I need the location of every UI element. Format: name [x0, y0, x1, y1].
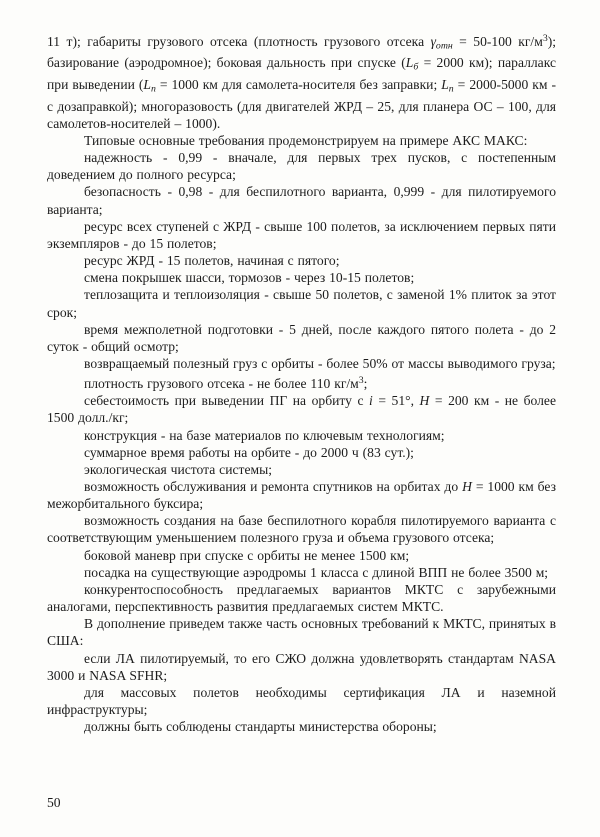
- text-segment: 3: [358, 375, 364, 387]
- text-segment: ресурс всех ступеней с ЖРД - свыше 100 полетов, за исключением первых пяти экземпляров - до 15 полетов;: [47, 218, 556, 251]
- text-segment: = 1000 км для самолета-носителя без заправки;: [155, 77, 442, 93]
- text-segment: H: [419, 393, 430, 409]
- text-segment: γ: [430, 33, 436, 49]
- paragraph: [47, 547, 556, 564]
- paragraph: [47, 615, 556, 649]
- text-segment: ресурс ЖРД - 15 полетов, начиная с пятого;: [84, 253, 340, 269]
- text-segment: отн: [435, 40, 453, 52]
- paragraph: [47, 461, 556, 478]
- text-segment: = 200 км - не более 1500 долл./кг;: [47, 393, 556, 426]
- text-segment: 3: [542, 33, 548, 44]
- text-segment: возможность создания на базе беспилотного корабля пилотируемого варианта с соответствующим уменьшением полезного груза и объема грузового отсека;: [47, 513, 556, 546]
- text-segment: возвращаемый полезный груз с орбиты - более 50% от массы выводимого груза;: [84, 356, 556, 372]
- paragraph: [47, 355, 556, 372]
- paragraph: [47, 321, 556, 355]
- text-segment: = 50-100 кг/м: [452, 33, 543, 49]
- text-segment: если ЛА пилотируемый, то его СЖО должна удовлетворять стандартам NASA 3000 и NASA SFHR;: [47, 650, 556, 683]
- text-segment: экологическая чистота системы;: [84, 461, 273, 477]
- text-segment: 11 т); габариты грузового отсека (плотность грузового отсека: [47, 33, 431, 49]
- text-segment: конструкция - на базе материалов по ключевым технологиям;: [84, 427, 445, 443]
- text-segment: должны быть соблюдены стандарты министерства обороны;: [84, 719, 437, 735]
- text-segment: посадка на существующие аэродромы 1 класса с длиной ВПП не более 3500 м;: [84, 564, 549, 580]
- text-segment: п: [448, 83, 454, 95]
- text-segment: плотность грузового отсека - не более 110 кг/м: [84, 376, 359, 392]
- text-segment: себестоимость при выведении ПГ на орбиту с: [84, 393, 370, 409]
- text-segment: L: [441, 77, 449, 93]
- paragraph: [47, 252, 556, 269]
- text-segment: б: [413, 61, 419, 73]
- paragraph: [47, 218, 556, 252]
- text-segment: безопасность - 0,98 - для беспилотного варианта, 0,999 - для пилотируемого варианта;: [47, 184, 556, 217]
- paragraph: [47, 512, 556, 546]
- paragraph: [47, 650, 556, 684]
- text-segment: для массовых полетов необходимы сертификация ЛА и наземной инфраструктуры;: [47, 684, 556, 718]
- text-segment: = 1000 км без межорбитального буксира;: [47, 479, 556, 512]
- paragraph: [47, 427, 556, 444]
- paragraph: [47, 392, 556, 426]
- text-segment: возможность обслуживания и ремонта спутников на орбитах до: [84, 479, 463, 494]
- text-segment: п: [150, 83, 156, 95]
- paragraph: [47, 564, 556, 581]
- text-segment: = 51°,: [372, 393, 420, 409]
- text-segment: = 2000 км); параллакс при выведении (: [47, 55, 556, 93]
- text-segment: конкурентоспособность предлагаемых вариантов МКТС с зарубежными аналогами, перспективность развития предлагаемых систем МКТС.: [47, 581, 556, 615]
- text-segment: время межполетной подготовки - 5 дней, после каждого пятого полета - до 2 суток - общий осмотр;: [47, 321, 556, 354]
- paragraph: [47, 269, 556, 286]
- text-segment: = 2000-5000 км - с дозаправкой); многоразовость (для двигателей ЖРД – 25, для планера ОС – 100, для самолетов-носителей – 1000).: [47, 77, 556, 131]
- paragraph: [47, 286, 556, 320]
- paragraph: [47, 372, 556, 392]
- paragraph: [47, 581, 556, 615]
- paragraph: [47, 718, 556, 735]
- text-segment: L: [143, 77, 151, 93]
- text-segment: L: [405, 55, 414, 71]
- paragraph: [47, 684, 556, 718]
- text-segment: В дополнение приведем также часть основных требований к МКТС, принятых в США:: [47, 616, 556, 649]
- page-number: 50: [47, 795, 61, 810]
- paragraph: [47, 30, 556, 132]
- text-segment: i: [369, 393, 373, 409]
- paragraph: [47, 132, 556, 149]
- text-segment: Типовые основные требования продемонстрируем на примере АКС МАКС:: [84, 132, 528, 148]
- text-segment: надежность - 0,99 - вначале, для первых трех пусков, с постепенным доведением до полного ресурса;: [47, 150, 556, 183]
- paragraph: [47, 149, 556, 183]
- paragraph: [47, 444, 556, 461]
- text-segment: суммарное время работы на орбите - до 2000 ч (83 сут.);: [84, 444, 414, 460]
- text-segment: H: [462, 479, 472, 494]
- text-segment: ); базирование (аэродромное); боковая дальность при спуске (: [47, 33, 557, 71]
- page-text: [47, 30, 556, 735]
- text-segment: ;: [363, 376, 368, 392]
- paragraph: [47, 478, 556, 512]
- text-segment: смена покрышек шасси, тормозов - через 10-15 полетов;: [84, 270, 415, 286]
- text-segment: теплозащита и теплоизоляция - свыше 50 полетов, с заменой 1% плиток за этот срок;: [47, 287, 556, 320]
- paragraph: [47, 183, 556, 217]
- text-segment: боковой маневр при спуске с орбиты не менее 1500 км;: [84, 547, 410, 563]
